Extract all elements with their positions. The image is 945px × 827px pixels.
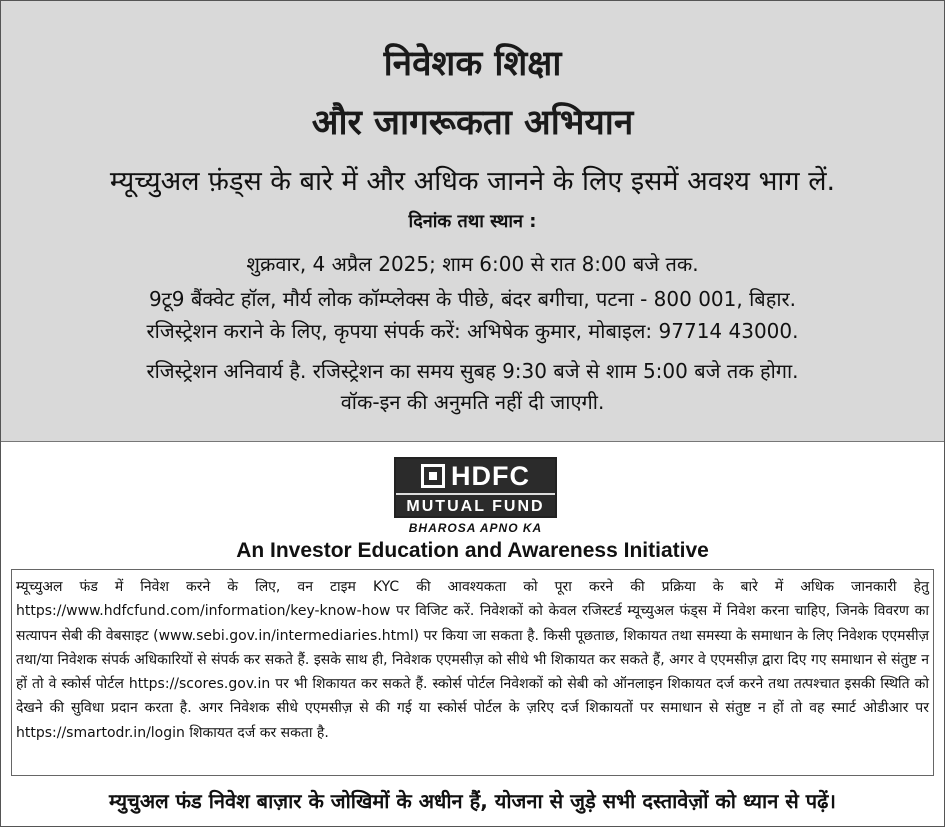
campaign-title-line2: और जागरूकता अभियान — [311, 103, 634, 143]
disclaimer-text: म्यूच्युअल फंड में निवेश करने के लिए, वन टाइम KYC की आवश्यकता को पूरा करने की प्रक्रिया के बारे में अधिक जानकारी हेतु https://www.hdfcfund.com/information/key-know-how पर विजिट करें. निवेशकों को केवल रजिस्टर्ड म्यूच्युअल फंड्स में निवेश करना चाहिए, जिनके विवरण का सत्यापन सेबी की वेबसाइट (www.sebi.gov.in/intermediaries.html) पर किया जा सकता है. किसी पूछताछ, शिकायत तथा समस्या के समाधान के लिए निवेशक एएमसीज़ तथा/या निवेशक संपर्क अधिकारियों से संपर्क कर सकते हैं. इसके साथ ही, निवेशक एएमसीज़ को सीधे भी शिकायत कर सकते हैं, अगर वे एएमसीज़ द्वारा दिए गए समाधान से संतुष्ट न हों तो वे स्कोर्स पोर्टल https://scores.gov.in पर भी शिकायत कर सकते हैं. स्कोर्स पोर्टल निवेशकों को सेबी को ऑनलाइन शिकायत दर्ज करने तथा तत्पश्चात इसकी स्थिति को देखने की सुविधा प्रदान करता है. अगर निवेशक सीधे एएमसीज़ से की गई या स्कोर्स पोर्टल के ज़रिए दर्ज शिकायतों पर समाधान से संतुष्ट न हों तो वह स्मार्ट ओडीआर पर https://smartodr.in/login शिकायत दर्ज कर सकता है. — [16, 579, 929, 741]
logo-name: HDFC — [451, 460, 530, 491]
hdfc-mark-icon — [421, 464, 445, 488]
event-venue: 9टू9 बैंक्वेट हॉल, मौर्य लोक कॉम्प्लेक्स के पीछे, बंदर बगीचा, पटना - 800 001, बिहार. — [148, 287, 797, 311]
logo-subtitle: MUTUAL FUND — [406, 498, 545, 515]
event-date-time: शुक्रवार, 4 अप्रैल 2025; शाम 6:00 से रात 8:00 बजे तक. — [246, 252, 699, 276]
date-place-label: दिनांक तथा स्थान : — [408, 211, 537, 232]
registration-note: रजिस्ट्रेशन अनिवार्य है. रजिस्ट्रेशन का समय सुबह 9:30 बजे से शाम 5:00 बजे तक होगा. — [146, 359, 799, 383]
hdfc-logo — [394, 457, 557, 518]
campaign-title-line1: निवेशक शिक्षा — [383, 44, 562, 84]
campaign-panel — [1, 1, 944, 442]
walkin-note: वॉक-इन की अनुमति नहीं दी जाएगी. — [340, 390, 605, 414]
risk-statement: म्युचुअल फंड निवेश बाज़ार के जोखिमों के अधीन हैं, योजना से जुड़े सभी दस्तावेज़ों को ध्यान से पढ़ें। — [109, 789, 836, 813]
campaign-subtitle: म्यूच्युअल फ़ंड्स के बारे में और अधिक जानने के लिए इसमें अवश्य भाग लें. — [109, 166, 836, 197]
initiative-heading: An Investor Education and Awareness Initiative — [236, 539, 709, 562]
registration-contact: रजिस्ट्रेशन कराने के लिए, कृपया संपर्क करें: अभिषेक कुमार, मोबाइल: 97714 43000. — [146, 319, 799, 343]
disclaimer-box — [11, 569, 934, 776]
brand-tagline: BHAROSA APNO KA — [408, 521, 543, 535]
